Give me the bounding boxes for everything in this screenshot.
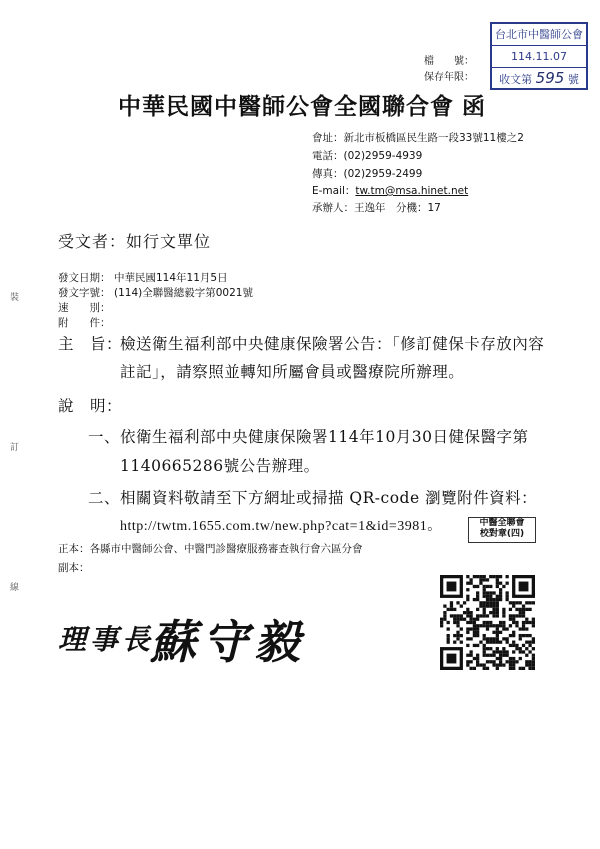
binding-mark: 裝 bbox=[10, 293, 20, 303]
subject-line-1: 檢送衛生福利部中央健康保險署公告：「修訂健保卡存放內容 bbox=[120, 335, 545, 353]
chairman-title: 理事長 bbox=[58, 623, 155, 656]
explanation-url: http://twtm.1655.com.tw/new.php?cat=1&id=3981。 bbox=[120, 519, 442, 534]
proofreading-chop: 中醫全聯會 校對章(四) bbox=[468, 517, 536, 543]
received-stamp bbox=[490, 22, 588, 90]
org-title: 中華民國中醫師公會全國聯合會 bbox=[118, 94, 454, 120]
explanation-label: 說 明： bbox=[58, 397, 123, 415]
explanation-item-2-line-1: 二、相關資料敬請至下方網址或掃描 QR-code 瀏覽附件資料： bbox=[88, 489, 538, 507]
org-address: 會址：新北市板橋區民生路一段33號11樓之2 bbox=[312, 132, 524, 144]
stamp-org: 台北市中醫師公會 bbox=[492, 24, 586, 46]
main-recipients: 正本：各縣市中醫師公會、中醫門診醫療服務審查執行會六區分會 bbox=[58, 543, 363, 555]
binding-mark: 訂 bbox=[10, 443, 20, 453]
stamp-date: 114.11.07 bbox=[492, 46, 586, 68]
subject-line-2: 註記」，請察照並轉知所屬會員或醫療院所辦理。 bbox=[120, 363, 465, 381]
attachments: 附 件： bbox=[58, 317, 111, 329]
org-phone: 電話：(02)2959-4939 bbox=[312, 150, 423, 162]
subject-label: 主 旨： bbox=[58, 335, 123, 353]
qr-code[interactable] bbox=[440, 575, 535, 670]
file-no-label: 檔 號： bbox=[424, 56, 474, 67]
reference-no: 發文字號： (114)全聯醫總毅字第0021號 bbox=[58, 287, 253, 299]
explanation-item-1-line-1: 一、依衛生福利部中央健康保險署114年10月30日健保醫字第 bbox=[88, 428, 529, 446]
org-email-row: E-mail：tw.tm@msa.hinet.net bbox=[312, 185, 469, 197]
copy-recipients: 副本： bbox=[58, 562, 90, 574]
explanation-item-1-line-2: 1140665286號公告辦理。 bbox=[120, 457, 320, 475]
chairman-signature: 蘇守毅 bbox=[150, 615, 306, 669]
binding-mark: 線 bbox=[10, 583, 20, 593]
org-email: tw.tm@msa.hinet.net bbox=[355, 185, 469, 197]
stamp-received-no: 收文第 595 號 bbox=[499, 69, 579, 87]
doc-kind: 函 bbox=[462, 94, 485, 120]
org-fax: 傳真：(02)2959-2499 bbox=[312, 168, 423, 180]
retention-label: 保存年限： bbox=[424, 72, 474, 83]
recipient: 受文者：如行文單位 bbox=[58, 232, 212, 251]
speed: 速 別： bbox=[58, 302, 111, 314]
issue-date: 發文日期： 中華民國114年11月5日 bbox=[58, 272, 228, 284]
handler: 承辦人：王逸年 分機：17 bbox=[312, 202, 441, 214]
